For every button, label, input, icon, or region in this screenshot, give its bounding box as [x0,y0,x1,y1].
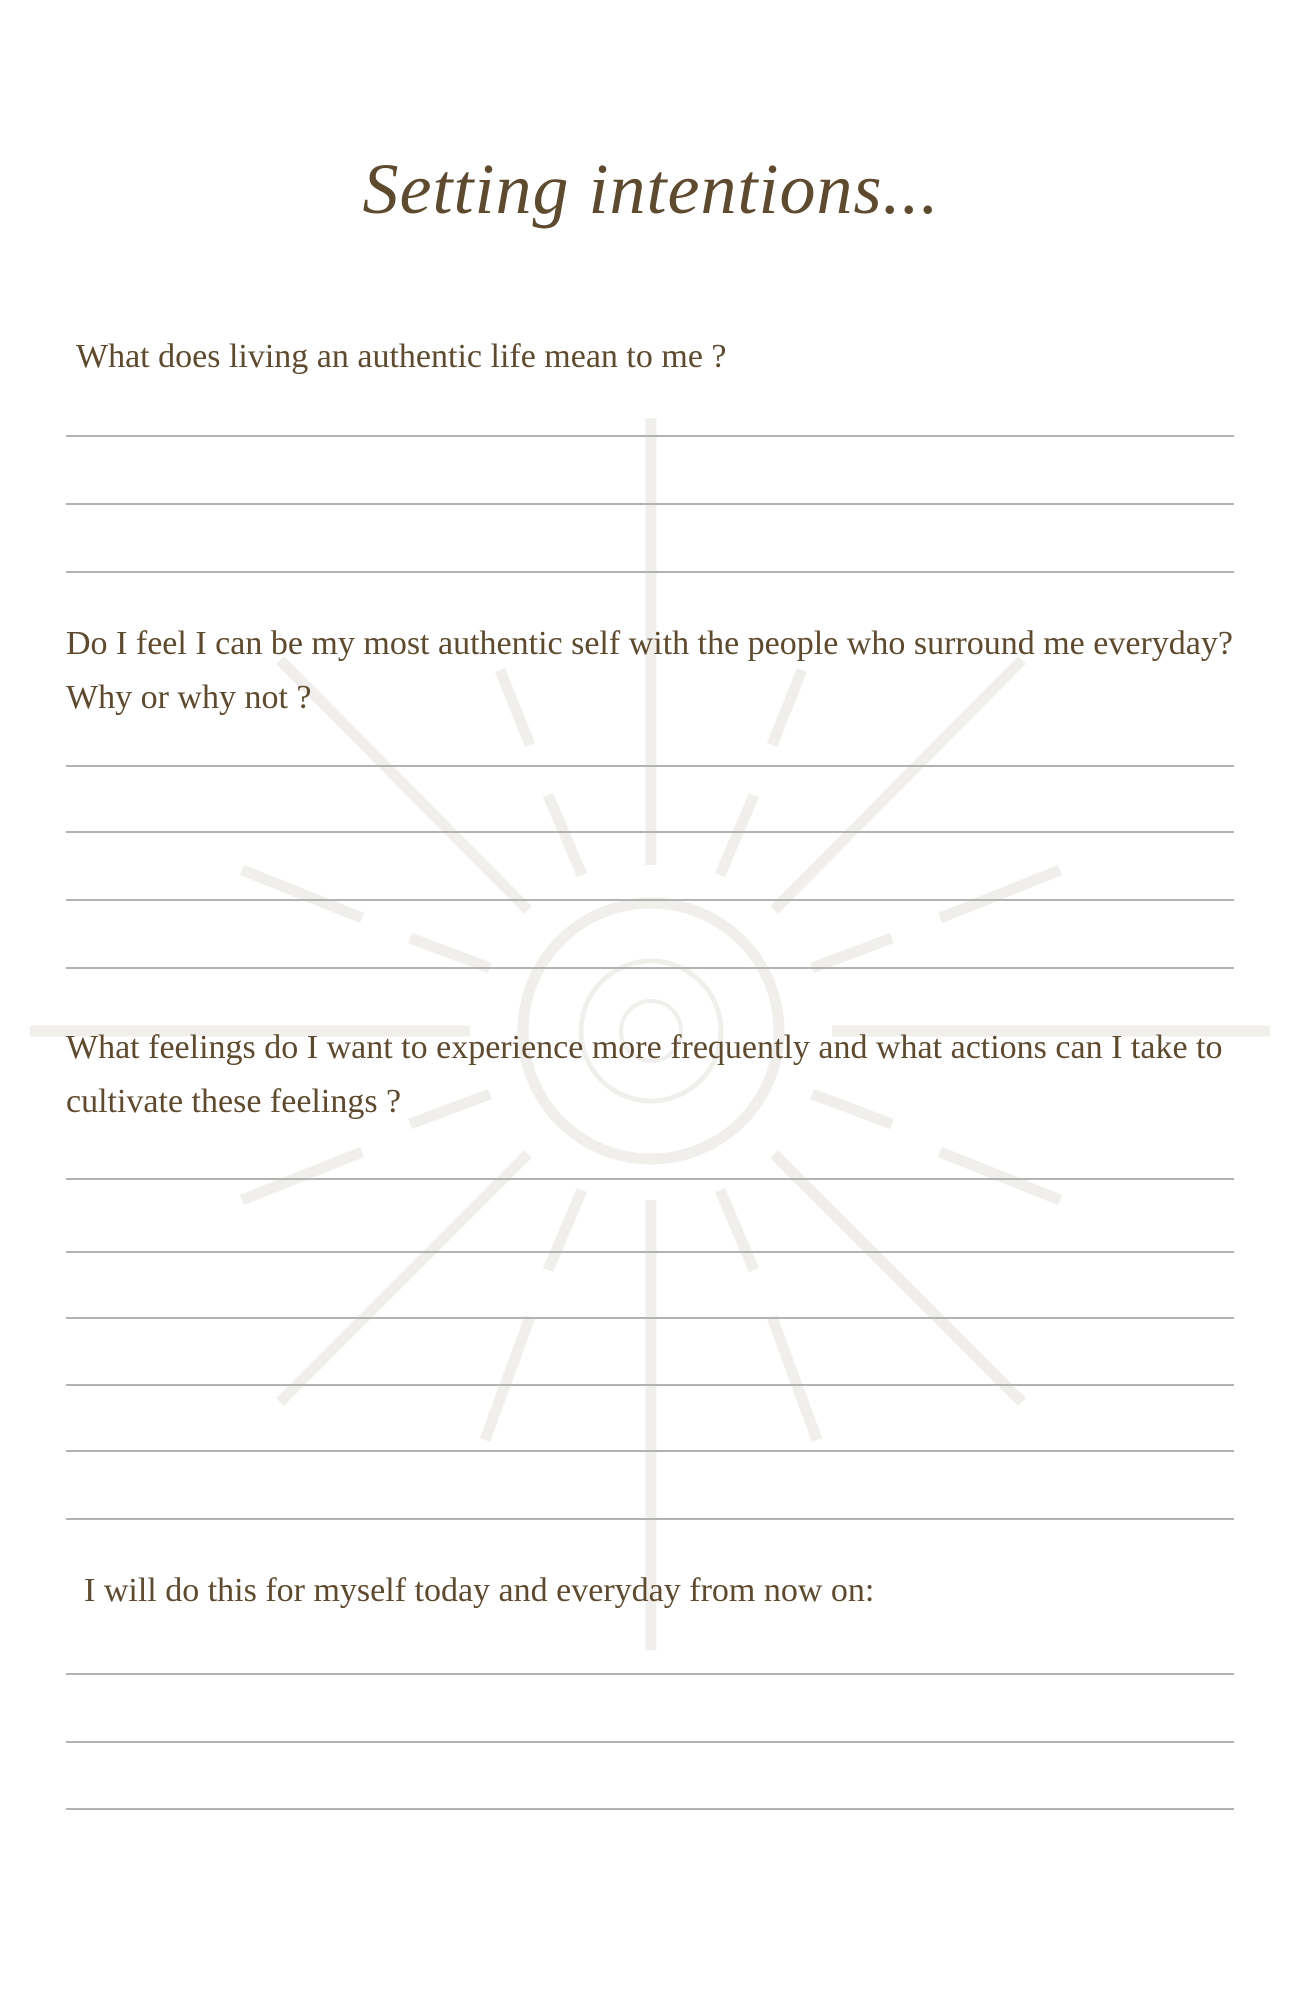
prompt-authentic-self: Do I feel I can be my most authentic self with the people who surround me everyday? Why or why not ? [66,625,1233,716]
writing-line[interactable] [66,1450,1234,1452]
writing-line[interactable] [66,1808,1234,1810]
writing-line[interactable] [66,571,1234,573]
writing-line[interactable] [66,1518,1234,1520]
writing-line[interactable] [66,765,1234,767]
writing-line[interactable] [66,1251,1234,1253]
prompt-commitment: I will do this for myself today and everyday from now on: [84,1572,875,1609]
writing-line[interactable] [66,1317,1234,1319]
prompt-feelings: What feelings do I want to experience more frequently and what actions can I take to cultivate these feelings ? [66,1029,1223,1120]
writing-line[interactable] [66,1384,1234,1386]
writing-line[interactable] [66,1178,1234,1180]
writing-line[interactable] [66,503,1234,505]
writing-line[interactable] [66,967,1234,969]
page-title: Setting intentions... [362,149,940,229]
writing-line[interactable] [66,435,1234,437]
writing-line[interactable] [66,1673,1234,1675]
writing-line[interactable] [66,899,1234,901]
writing-line[interactable] [66,1741,1234,1743]
prompt-authentic-life: What does living an authentic life mean to me ? [76,338,727,375]
writing-line[interactable] [66,831,1234,833]
